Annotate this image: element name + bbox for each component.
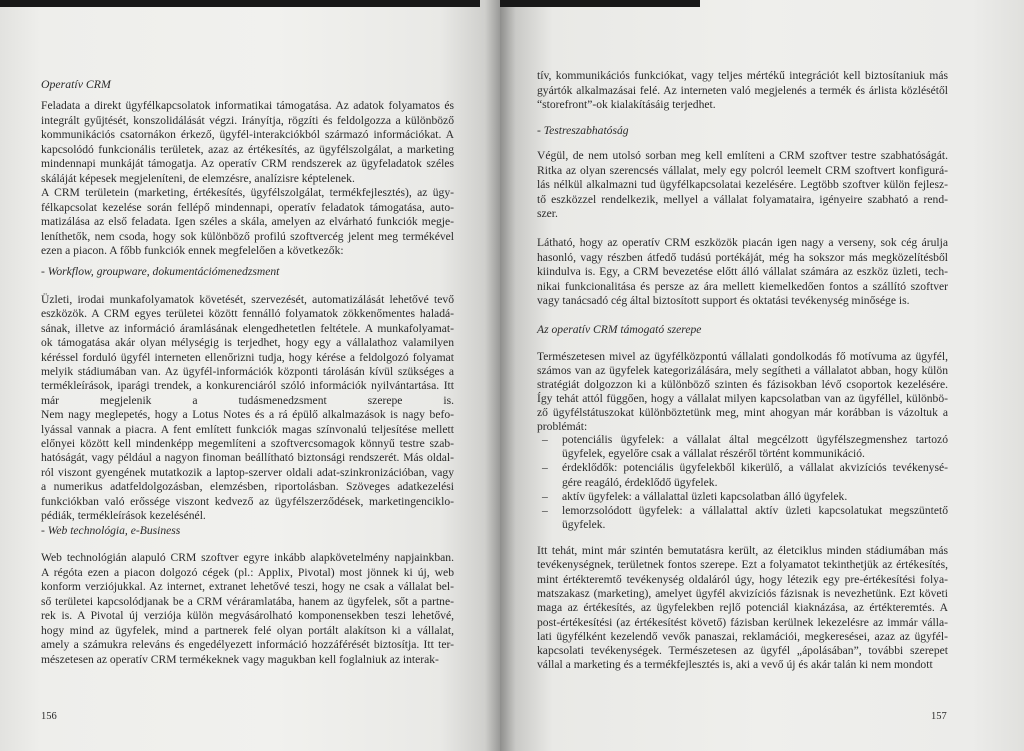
text-line: gyártók alkalmazásai felé. Az interneten való megjelenés a termék és árlista közlésétől <box>537 83 948 97</box>
left-page <box>0 0 500 751</box>
text-line: maga az értékesítés, az ügyfelekben rejlő potenciál kiaknázása, az értékteremtés. A <box>537 601 948 615</box>
text-line: A régóta ezen a piacon dolgozó cégek (pl.: Applix, Pivotal) most jönnek ki új, web <box>41 565 454 579</box>
text-line: matizálása az első feladata. Igen széles a skála, amelyen az elvárható funkciók megje- <box>41 215 454 229</box>
text-line: pédiák, termékleírások kezelésénél. <box>41 509 206 522</box>
text-line: melyik stádiumában van. Az ügyfél-információk központi tárolásán kívül szükséges a <box>41 365 454 378</box>
text-line: problémát: <box>537 420 588 433</box>
scan-edge <box>500 0 700 7</box>
text-line: funkciókban való erőssége viszont kedvező az ügyfélszerződések, marketingenciklo- <box>41 494 454 508</box>
bullet-dash: – <box>542 433 548 446</box>
text-line: tő eszközzel rendelkezik, mellyel a vállalat folyamataira, igényeire szabható a rend- <box>537 192 948 206</box>
text-line: a numerikus adatfeldolgozásban, elemzésben, riportolásban. Szöveges adatkezelési <box>41 480 454 494</box>
text-line: Természetesen mivel az ügyfélközpontú vállalati gondolkodás fő motívuma az ügyfél, <box>537 350 948 363</box>
page-header: Operatív CRM <box>41 77 111 91</box>
text-line: ról viszont gyengének mutatkozik a laptop-szerver oldali adat-szinkronizációban, vagy <box>41 465 454 479</box>
text-line: Feladata a direkt ügyfélkapcsolatok informatikai támogatása. Az adatok folyamatos és <box>41 99 454 112</box>
text-line: kommunikációs csatornákon érkező, ügyfél-interakciókból származó információkat. A <box>41 128 454 142</box>
text-line: Látható, hogy az operatív CRM eszközök piacán igen nagy a verseny, sok cég árulja <box>537 236 948 249</box>
list-item-line: lemorzsolódott ügyfelek: a vállalattal aktív üzleti kapcsolatukat megszüntető <box>562 504 948 517</box>
text-line: kapcsolati tevékenységek. Természetesen az ügyfél „ápolásában”, további szerepet <box>537 644 948 658</box>
text-line: termékleírások, iparági trendek, a konkurenciáról szóló információk nyilvántartása. Itt <box>41 379 454 393</box>
list-item-line: érdeklődők: potenciális ügyfelekből kikerülő, a vállalat akvizíciós tevékenysé- <box>562 461 948 475</box>
text-line: lati ügyfélként kezelendő vevők panaszai, reklamációi, megkeresései, azaz az ügyfél- <box>537 629 948 643</box>
text-line: ső területei kapcsolódjanak be a CRM véráramlatába, hanem az ügyfelek, sőt a partne- <box>41 594 454 608</box>
text-line: post-értékesítési (az értékesítést követő) fázisban kerülnek lekezelésre az immár válla- <box>537 615 948 629</box>
text-line: tevékenységnek, területnek fontos szerepe. Ezt a folyamatot tekinthetjük az értékesítés, <box>537 558 948 572</box>
text-line: integrált gyűjtését, konszolidálását végzi. Irányítja, rögzíti és feldolgozza a különböző <box>41 113 454 127</box>
text-line: “storefront”-ok kialakításáig terjedhet. <box>537 98 716 112</box>
page-number: 157 <box>931 711 947 722</box>
text-line: szer. <box>537 207 558 221</box>
text-line: kéréssel forduló ügyfél interneten ellenőrizni tudja, hogy kérése a feldolgozó folyamat <box>41 350 454 364</box>
text-line: kiindulva is. Egy, a CRM bevezetése előtt álló vállalat számára az eszköz üzleti, tech- <box>537 265 948 279</box>
text-line: Nem nagy meglepetés, hogy a Lotus Notes és a rá épülő alkalmazások is nagy befo- <box>41 408 454 422</box>
list-item-line: aktív ügyfelek: a vállalattal üzleti kapcsolatban álló ügyfelek. <box>562 489 848 503</box>
text-line: sának, illetve az információ áramlásának elengedhetetlen feltétele. A munkafolyamat- <box>41 321 454 335</box>
right-page <box>500 0 1024 751</box>
text-line: konform verziójukkal. Az internet, extranet lehetővé teszi, hogy ne csak a vállalat bel- <box>41 580 454 593</box>
text-line: ok támogatása akár olyan mélységig is terjedhet, hogy egy a vállalathoz valamilyen <box>41 336 454 350</box>
text-line: A CRM területein (marketing, értékesítés, ügyfélszolgálat, termékfejlesztés), az ügy- <box>41 186 454 199</box>
text-line: hogy mind az ügyfelek, mind a partnerek felé olyan portált alakítson ki a vállalat, <box>41 623 454 637</box>
text-line: hatóságát, vagy például a nagyon finoman beállítható biztonsági rendszerét. Más oldal- <box>41 451 454 465</box>
text-line: ezen a piacon. A főbb funkciók ennek megfelelően a következők: <box>41 244 344 258</box>
page-number: 156 <box>41 711 57 722</box>
text-line: mindennapi munkáját támogatja. Az operatív CRM rendszerek az ügyfeladatok széles <box>41 157 454 171</box>
text-line: vállal a marketing és a termékfejlesztés is, aki a vevő új és akár talán ki nem mondott <box>537 658 933 672</box>
text-line: leníthetők, nem csoda, hogy sok különböző profilú szoftvercég jelent meg termékével <box>41 229 454 243</box>
text-line: számos van az ügyfelek kategorizálására, mely segítheti a vállalatot abban, hogy külön <box>537 364 948 377</box>
text-line: eszközök. A CRM egyes területei között fennálló folyamatok zökkenőmentes haladá- <box>41 307 454 321</box>
text-line: skáláját képesek megjeleníteni, de elemzésre, analízisre képtelenek. <box>41 172 355 185</box>
list-item-line: ügyfelek, egyelőre csak a vállalat részéről történt kommunikáció. <box>562 447 865 461</box>
text-line: nikai funkcionalitása és persze az ára mellett kiemelkedően fontos a szállító szoftver <box>537 279 948 293</box>
text-line: Így tehát attól függően, hogy a vállalat milyen kapcsolatban van az ügyféllel, különbö- <box>537 392 948 405</box>
text-line: félkapcsolat kezelése során fellépő mindennapi, operatív feladatok támogatása, auto- <box>41 200 454 214</box>
text-line: stratégiát dolgozzon ki a különböző szinten és fázisokban lévő csoportok kezelésére. <box>537 378 948 391</box>
text-line: tív, kommunikációs funkciókat, vagy teljes mértékű integrációt kell biztosítaniuk más <box>537 69 948 82</box>
text-line: mészetesen az operatív CRM termékeknek vagy magukban kell foglalniuk az interak- <box>41 652 439 666</box>
text-line: hasonló, vagy részben átfedő tudású portékáját, még ha sokszor más megközelítésből <box>537 250 948 264</box>
list-item-line: potenciális ügyfelek: a vállalat által megcélzott ügyfélszegmenshez tartozó <box>562 433 948 446</box>
text-line: matszakasz (marketing), amelyet ügyfél akvizíciós fázisnak is nevezhetünk. Ezt követi <box>537 586 948 600</box>
text-line: Itt tehát, mint már szintén bemutatásra került, az életciklus minden stádiumában más <box>537 544 948 557</box>
text-line: előnyei között kell mindenképp megemlíteni a szoftvercsomagok könnyű testre szab- <box>41 437 454 450</box>
bullet-dash: – <box>542 461 548 475</box>
bullet-dash: – <box>542 489 548 503</box>
subheading-workflow: - Workflow, groupware, dokumentációmenedzsment <box>41 265 280 278</box>
text-line: Üzleti, irodai munkafolyamatok követését, szervezését, automatizálását lehetővé tevő <box>41 293 454 306</box>
text-line: kapcsolódó funkcionális területek, azaz az értékesítés, az ügyfélszolgálat, a marketing <box>41 142 454 156</box>
text-line: már megjelenik a tudásmenedzsment szerepe is. <box>41 393 454 407</box>
text-line: vagy tanácsadó cég által biztosított support és oktatási tevékenység minősége is. <box>537 294 910 308</box>
subheading-customizability: - Testreszabhatóság <box>537 124 629 137</box>
text-line: mint értékteremtő tevékenység oldaláról úgy, hogy létezik egy pre-értékesítési folya- <box>537 572 948 586</box>
text-line: amely a számukra releváns és engedélyezett információ hozzáférését biztosítja. Itt ter- <box>41 638 454 651</box>
list-item-line: ügyfelek. <box>562 518 606 532</box>
text-line: lyással vannak a piacra. A fent említett funkciók magas színvonalú teljesítése mellett <box>41 422 454 436</box>
text-line: Végül, de nem utolsó sorban meg kell említeni a CRM szoftver testre szabhatóságát. <box>537 149 948 162</box>
text-line: Ritka az olyan szerencsés vállalat, mely egy polcról leemelt CRM szoftvert konfigurá- <box>537 163 948 177</box>
subheading-web-technology: - Web technológia, e-Business <box>41 524 181 537</box>
text-line: ző ügyfélstátuszokat különböztetünk meg, mint ahogyan már korábban is vázoltuk a <box>537 406 948 419</box>
text-line: rek is. A Pivotal új verziója külön megvásárolható komponensekben teszi lehetővé, <box>41 609 454 622</box>
text-line: lás nélkül alkalmazni tud ügyfélkapcsolatai kezelésére. Legtöbb szoftver külön fejlesz- <box>537 178 948 192</box>
text-line: Web technológián alapuló CRM szoftver egyre inkább alapkövetelmény napjainkban. <box>41 551 454 564</box>
list-item-line: gére reagáló, érdeklődő ügyfelek. <box>562 475 718 489</box>
scan-edge <box>0 0 480 7</box>
section-heading: Az operatív CRM támogató szerepe <box>537 323 702 336</box>
bullet-dash: – <box>542 504 548 517</box>
